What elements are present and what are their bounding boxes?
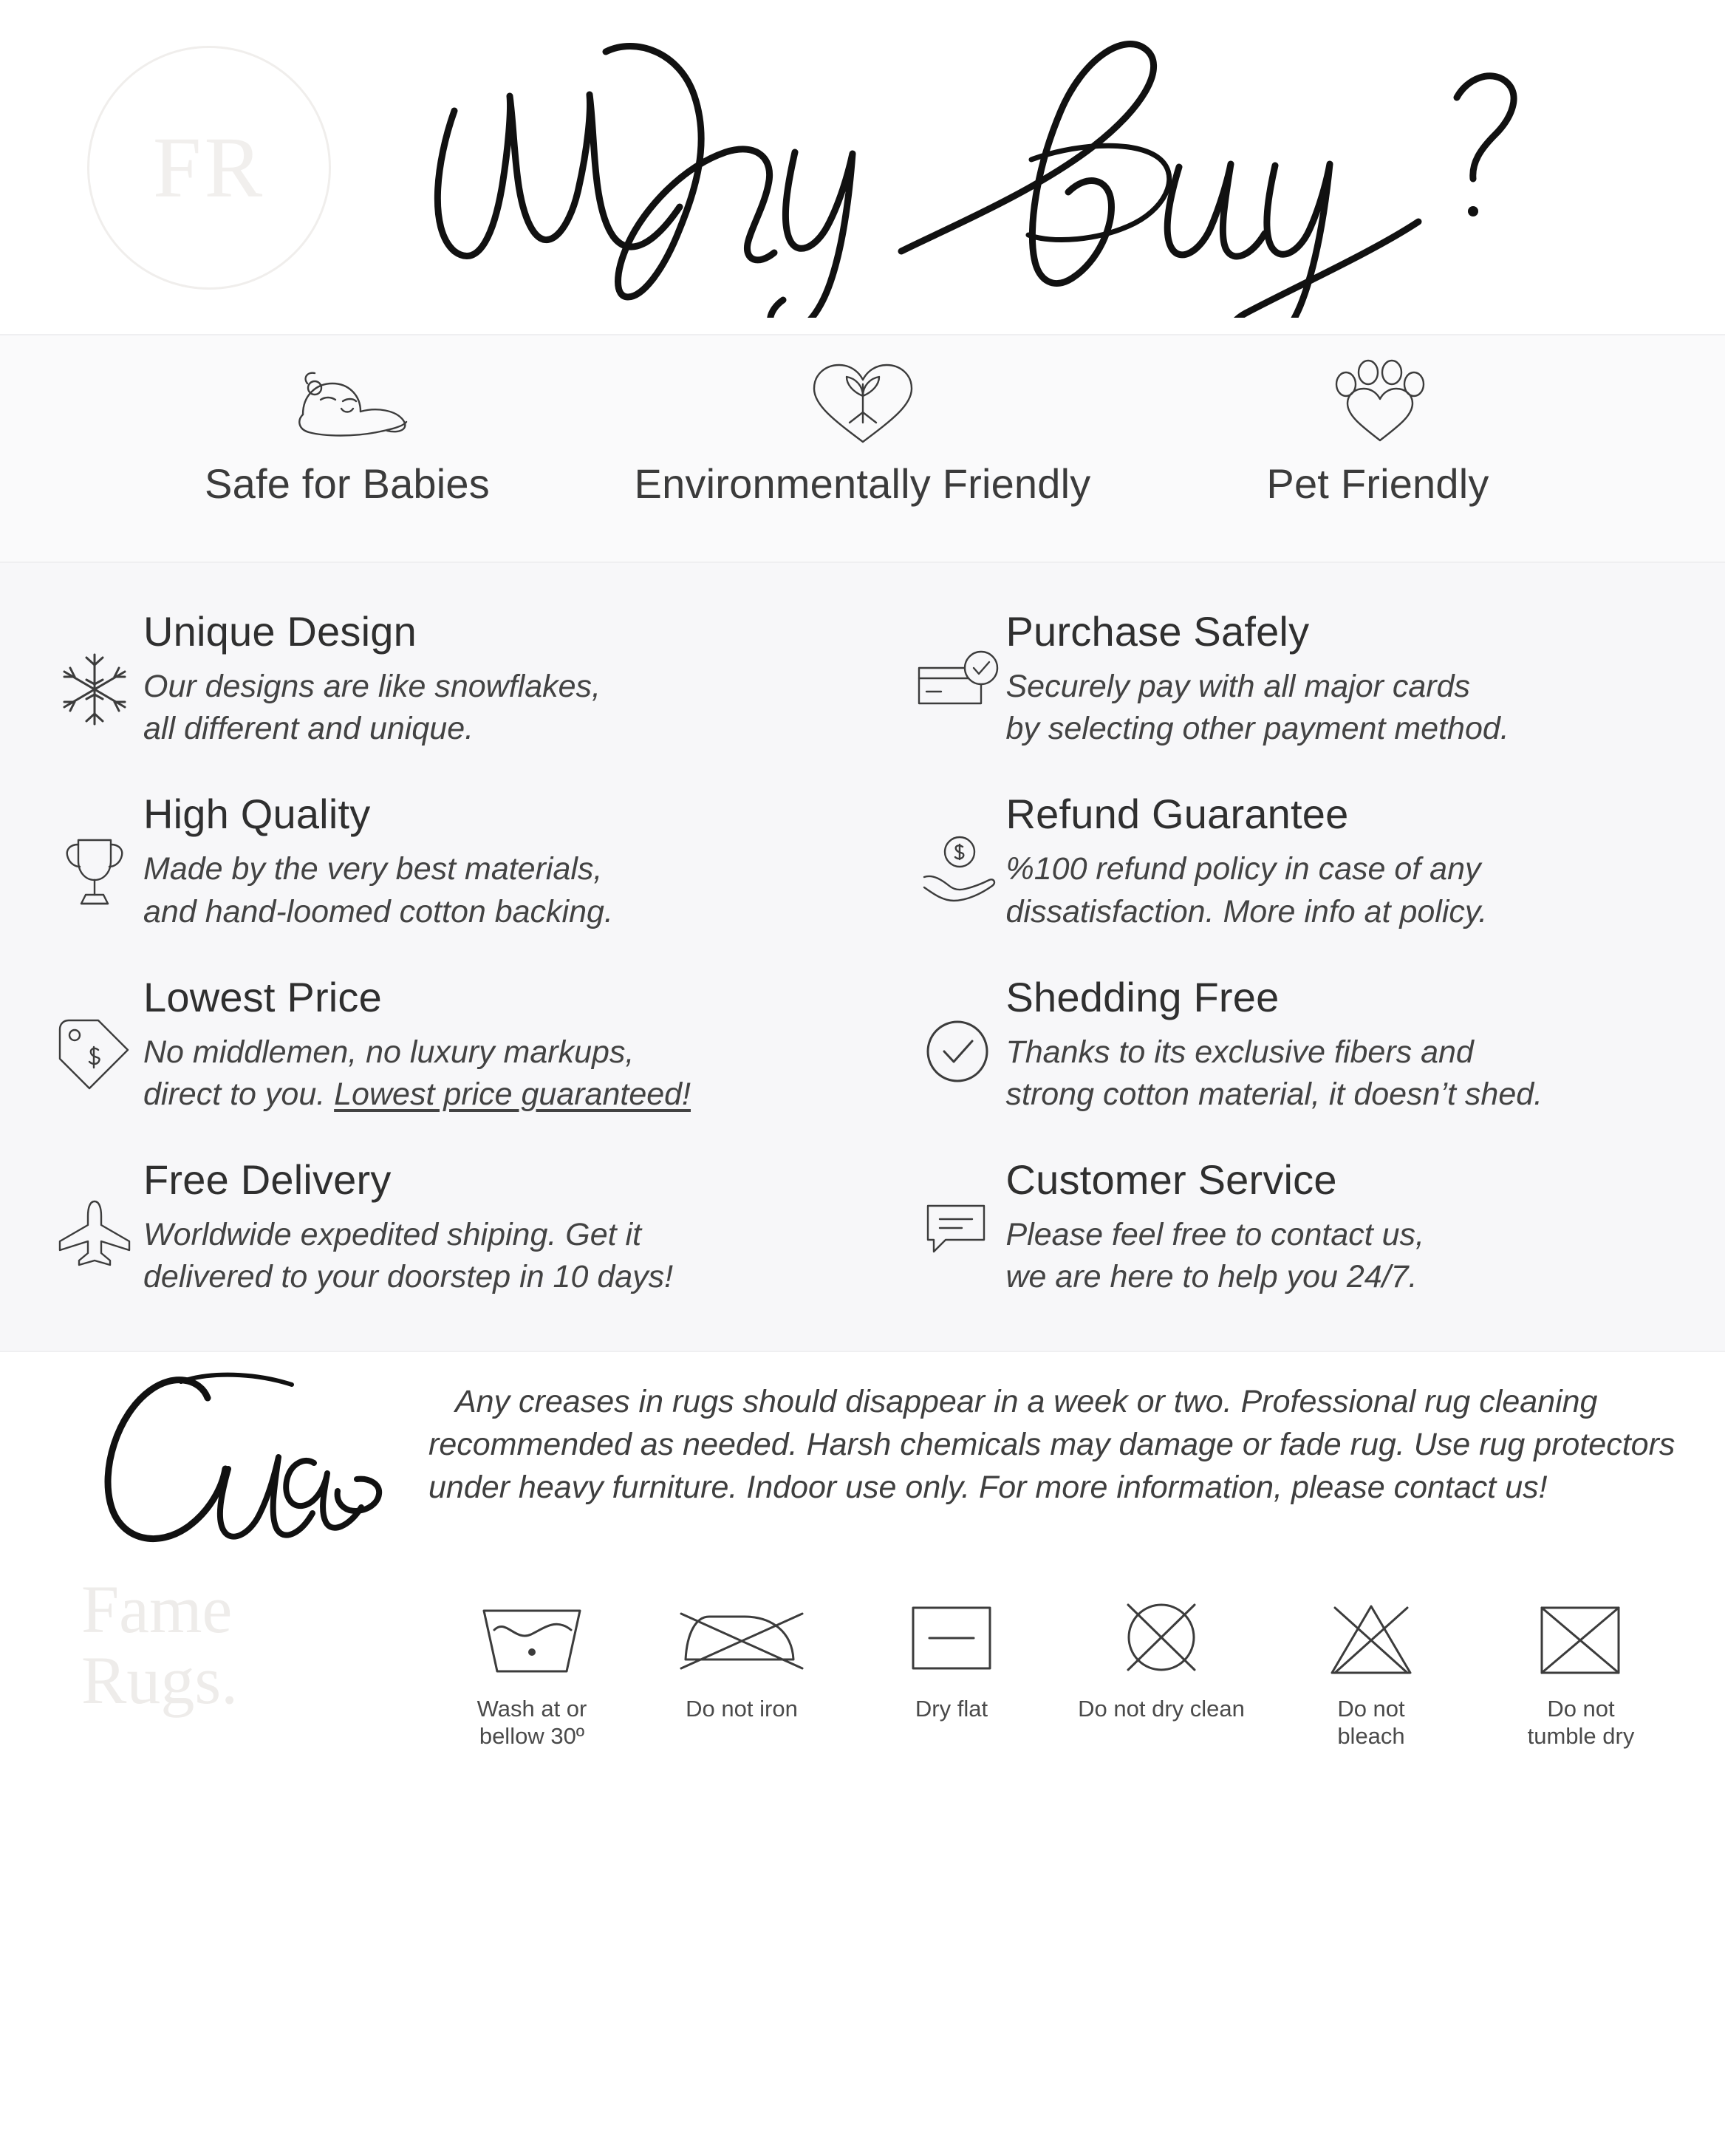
trust-badges (0, 334, 1725, 563)
feature-title: Purchase Safely (1005, 608, 1310, 655)
dry-flat-icon (900, 1574, 1003, 1685)
do-not-bleach-icon (1316, 1574, 1427, 1685)
do-not-tumble-dry-icon (1526, 1574, 1636, 1685)
care-symbol-do-not-iron (638, 1574, 845, 1750)
feature-desc-line: Thanks to its exclusive fibers and (1005, 1034, 1474, 1070)
feature-desc-line: Please feel free to contact us, (1005, 1217, 1424, 1253)
airplane-icon (46, 1154, 143, 1271)
feature-title: Lowest Price (143, 973, 382, 1020)
badge-label: Pet Friendly (1266, 460, 1489, 507)
care-heading (70, 1360, 395, 1581)
brand-line-2: Rugs. (81, 1642, 239, 1719)
header (0, 0, 1725, 334)
feature-desc-line: Worldwide expedited shiping. Get it (143, 1217, 642, 1253)
care-symbol-wash-30 (428, 1574, 635, 1750)
care-section (0, 1351, 1725, 1809)
heart-leaf-icon (804, 359, 922, 448)
care-symbol-do-not-bleach (1268, 1574, 1475, 1750)
feature-lowest-price (0, 972, 863, 1116)
care-symbol-label: Do not dry clean (1078, 1695, 1245, 1722)
care-symbols (428, 1574, 1684, 1750)
feature-desc-line: Securely pay with all major cards (1005, 669, 1471, 704)
feature-title: Refund Guarantee (1005, 791, 1349, 838)
care-symbol-do-not-dry-clean (1058, 1574, 1265, 1750)
feature-title: High Quality (143, 791, 371, 838)
care-symbol-label: Dry flat (915, 1695, 988, 1722)
badge-label: Environmentally Friendly (634, 460, 1091, 507)
hand-money-icon (909, 788, 1006, 905)
feature-shedding-free (863, 972, 1725, 1116)
feature-desc-line: No middlemen, no luxury markups, (143, 1034, 635, 1070)
badge-environmentally-friendly (626, 359, 1099, 508)
credit-card-check-icon (909, 606, 1006, 723)
feature-title: Customer Service (1005, 1156, 1337, 1204)
feature-desc-line: Our designs are like snowflakes, (143, 669, 601, 704)
feature-title: Shedding Free (1005, 973, 1280, 1020)
care-symbol-label: tumble dry (1527, 1722, 1635, 1749)
do-not-iron-icon (668, 1574, 816, 1685)
snowflake-icon (46, 606, 143, 730)
trophy-icon (46, 788, 143, 912)
feature-refund-guarantee (863, 788, 1725, 932)
page-title (384, 7, 1537, 318)
care-symbol-do-not-tumble-dry (1478, 1574, 1684, 1750)
feature-customer-service (863, 1154, 1725, 1298)
price-tag-icon (46, 972, 143, 1096)
feature-desc-line: %100 refund policy in case of any (1005, 851, 1481, 887)
care-symbol-label: bellow 30º (479, 1722, 585, 1749)
feature-desc-line: all different and unique. (143, 711, 474, 747)
feature-desc-line: delivered to your doorstep in 10 days! (143, 1259, 674, 1295)
chat-bubble-icon (909, 1154, 1006, 1263)
badge-pet-friendly (1141, 359, 1614, 508)
feature-high-quality (0, 788, 863, 932)
feature-desc-line: Made by the very best materials, (143, 851, 603, 887)
care-symbol-label: Wash at or (476, 1695, 587, 1722)
brand-watermark (81, 1571, 239, 1719)
badge-safe-for-babies (111, 359, 584, 508)
care-instructions-text: Any creases in rugs should disappear in a week or two. Professional rug cleaning recommended as needed. Harsh chemicals may damage or fade rug. Use rug protectors under heavy furniture. Indoor use only. For more information, please contact us! (428, 1383, 1676, 1505)
do-not-dry-clean-icon (1106, 1574, 1217, 1685)
feature-unique-design (0, 606, 863, 750)
feature-desc-line: dissatisfaction. More info at policy. (1005, 893, 1488, 929)
logo-initials: FR (152, 119, 266, 216)
sleeping-baby-icon (273, 359, 421, 448)
care-symbol-label: bleach (1337, 1722, 1405, 1749)
feature-desc-line: strong cotton material, it doesn’t shed. (1005, 1076, 1543, 1112)
feature-title: Free Delivery (143, 1156, 392, 1204)
care-symbol-dry-flat (848, 1574, 1055, 1750)
feature-title: Unique Design (143, 608, 417, 655)
feature-desc-line: we are here to help you 24/7. (1005, 1259, 1418, 1295)
logo-watermark (87, 46, 331, 290)
check-circle-icon (909, 972, 1006, 1088)
feature-desc-line: and hand-loomed cotton backing. (143, 893, 613, 929)
feature-desc-line: direct to you. (143, 1076, 335, 1112)
feature-purchase-safely (863, 606, 1725, 750)
wash-30-icon (469, 1574, 595, 1685)
care-symbol-label: Do not iron (686, 1695, 798, 1722)
feature-free-delivery (0, 1154, 863, 1298)
feature-desc-line: by selecting other payment method. (1005, 711, 1509, 747)
features-grid (0, 563, 1725, 1351)
badge-label: Safe for Babies (205, 460, 490, 507)
lowest-price-guarantee-link[interactable]: Lowest price guaranteed! (334, 1076, 691, 1112)
brand-line-1: Fame (81, 1571, 233, 1647)
care-symbol-label: Do not (1337, 1695, 1405, 1722)
paw-heart-icon (1315, 359, 1441, 448)
care-symbol-label: Do not (1547, 1695, 1615, 1722)
